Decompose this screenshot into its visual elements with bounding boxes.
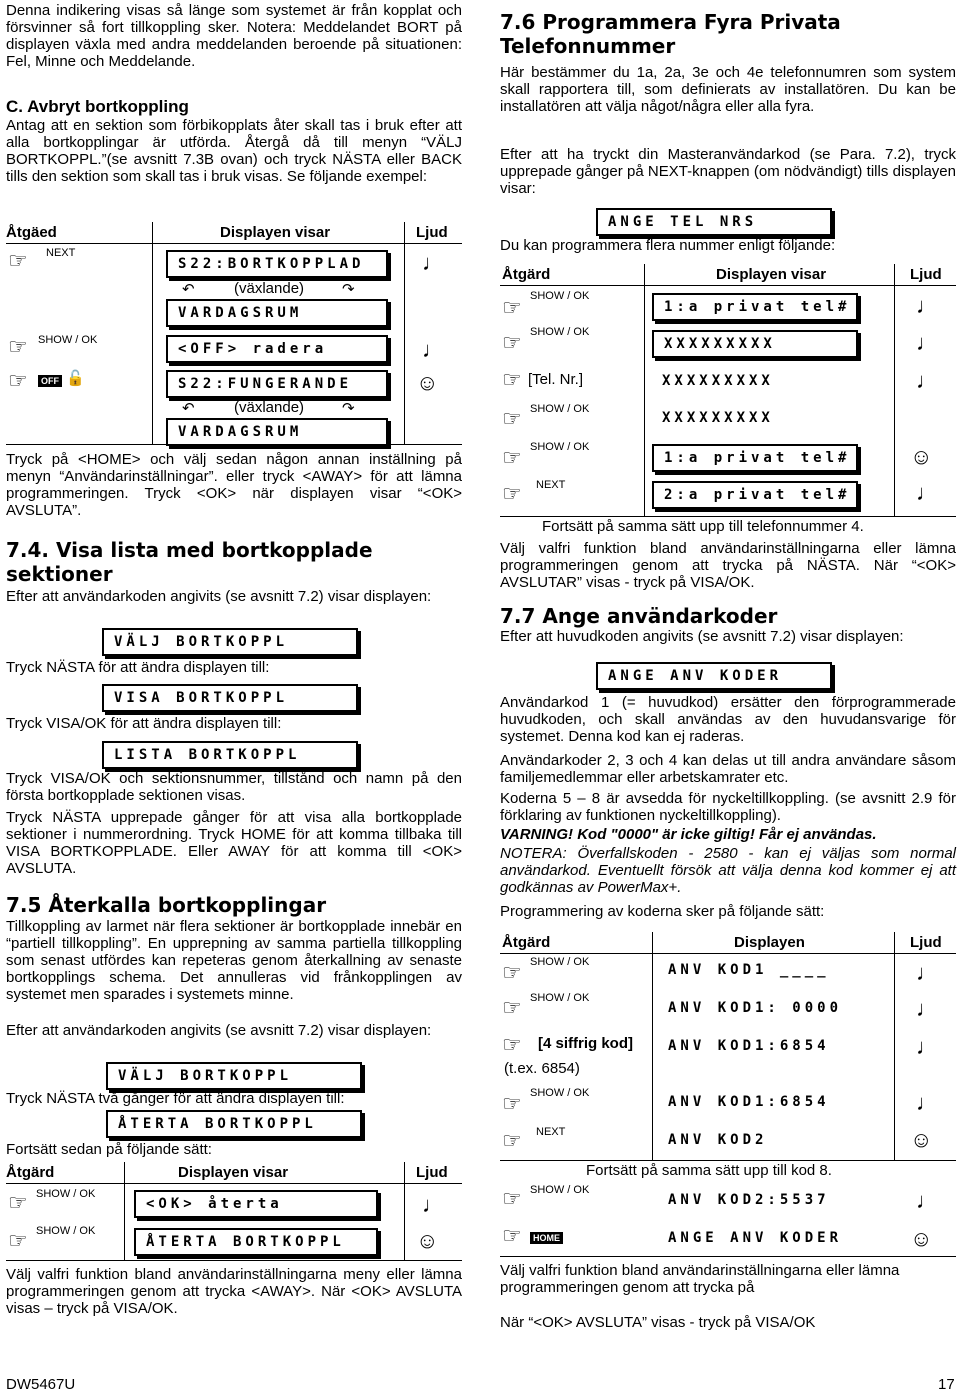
beep-note-icon: ♩ (916, 1034, 938, 1059)
hand-pointer-icon: ☞ (502, 960, 522, 985)
header-display: Displayen (734, 934, 805, 951)
section-77-warning: VARNING! Kod "0000" är icke giltig! Får ej användas. (500, 826, 877, 843)
header-display: Displayen visar (178, 1164, 289, 1181)
lcd-display: VARDAGSRUM (166, 299, 388, 327)
hand-pointer-icon: ☞ (8, 368, 28, 393)
section-74-p3: Tryck VISA/OK för att ändra displayen till: (6, 715, 282, 732)
beep-note-icon: ♩ (916, 996, 938, 1021)
header-display: Displayen visar (716, 266, 827, 283)
table2-divider (124, 1162, 125, 1260)
section-76-p2: Efter att ha tryckt din Masteranvändarkod (se Para. 7.2), tryck upprepade gånger på NEXT-knappen (om nödvändigt) tills displayen visar: (500, 146, 956, 197)
show-ok-key-label[interactable]: SHOW / OK (36, 1225, 96, 1237)
next-key-label[interactable]: NEXT (46, 247, 76, 259)
hand-pointer-icon: ☞ (502, 995, 522, 1020)
hand-pointer-icon: ☞ (502, 1223, 522, 1248)
hand-pointer-icon: ☞ (502, 481, 522, 506)
show-ok-key-label[interactable]: SHOW / OK (530, 441, 590, 453)
alternating-label: (växlande) (234, 399, 305, 416)
beep-note-icon: ♩ (916, 480, 938, 505)
lcd-display: VARDAGSRUM (166, 418, 388, 446)
code-example: (t.ex. 6854) (504, 1060, 580, 1077)
lcd-display: <OFF> radera (166, 335, 388, 363)
lcd-display: ANGE TEL NRS (596, 208, 832, 236)
section-77-p2: Användarkod 1 (= huvudkod) ersätter den förprogrammerade huvudkoden, och skall användas av den huvudansvarige för systemet. Denna kod kan ej raderas. (500, 694, 956, 745)
header-sound: Ljud (416, 1164, 448, 1181)
beep-note-icon: ♩ (916, 293, 938, 318)
hand-pointer-icon: ☞ (502, 1128, 522, 1153)
smiley-icon: ☺ (416, 370, 439, 395)
show-ok-key-label[interactable]: SHOW / OK (530, 956, 590, 968)
hand-pointer-icon: ☞ (502, 295, 522, 320)
intro-paragraph: Denna indikering visas så länge som systemet är från kopplat och försvinner så fort tillkoppling sker. Notera: Meddelandet BORT på displayen växla med andra meddelanden beroende på situationen: Fel, Minne och Meddelande. (6, 2, 462, 70)
header-sound: Ljud (910, 266, 942, 283)
show-ok-key-label[interactable]: SHOW / OK (530, 1087, 590, 1099)
alternating-arrow-icon: ↶ (182, 400, 195, 417)
lcd-display: XXXXXXXXX (652, 406, 858, 434)
show-ok-key-label[interactable]: SHOW / OK (38, 334, 98, 346)
alternating-label: (växlande) (234, 280, 305, 297)
alternating-arrow-icon: ↷ (342, 400, 355, 417)
table2-bottom-line (6, 1260, 462, 1261)
section-77-p1: Efter att huvudkoden angivits (se avsnitt 7.2) visar displayen: (500, 628, 904, 645)
lcd-display: <OK> återta (134, 1190, 378, 1218)
hand-pointer-icon: ☞ (8, 1228, 28, 1253)
next-key-label[interactable]: NEXT (536, 479, 566, 491)
hand-pointer-icon: ☞ (8, 248, 28, 273)
beep-note-icon: ♩ (916, 1188, 938, 1213)
hand-pointer-icon: ☞ (502, 330, 522, 355)
hand-pointer-icon: ☞ (502, 1032, 522, 1057)
show-ok-key-label[interactable]: SHOW / OK (530, 326, 590, 338)
smiley-icon: ☺ (416, 1228, 439, 1253)
show-ok-key-label[interactable]: SHOW / OK (530, 290, 590, 302)
hand-pointer-icon: ☞ (502, 406, 522, 431)
section-77-p4: Koderna 5 – 8 är avsedda för nyckeltillkoppling. (se avsnitt 2.9 för förklaring av funktionen nyckeltillkoppling). (500, 790, 956, 824)
after-table1-text: Tryck på <HOME> och välj sedan någon annan inställning på menyn “Användarinställningar”. eller tryck <AWAY> för att lämna programmeringen. Tryck <OK> när displayen visar “<OK> AVSLUTA”. (6, 451, 462, 519)
section-c-title: C. Avbryt bortkoppling (6, 97, 189, 116)
smiley-icon: ☺ (910, 444, 933, 469)
table1-divider (404, 222, 405, 444)
after-table2-text: Välj valfri funktion bland användarinställningarna meny eller lämna programmeringen genom att trycka <AWAY>. När <OK> AVSLUTA visas – tryck på VISA/OK. (6, 1266, 462, 1317)
section-74-p5: Tryck NÄSTA upprepade gånger för att visa alla bortkopplade sektioner i nummerordning. Tryck HOME för att komma tillbaka till VISA BORTKOPPLADE. Eller AWAY för att komma till <OK> AVSLUTA. (6, 809, 462, 877)
lcd-display: S22:FUNGERANDE (166, 370, 388, 398)
doc-id: DW5467U (6, 1376, 76, 1393)
table3-header (500, 264, 956, 286)
home-key-icon[interactable]: HOME (530, 1228, 563, 1245)
after-table4-text: Välj valfri funktion bland användarinställningarna eller lämna programmeringen genom att trycka på (500, 1262, 900, 1296)
section-74-p1: Efter att användarkoden angivits (se avsnitt 7.2) visar displayen: (6, 588, 432, 605)
final-text: När “<OK> AVSLUTA” visas - tryck på VISA/OK (500, 1314, 816, 1331)
header-action: Åtgärd (502, 266, 551, 283)
section-77-p7: Programmering av koderna sker på följande sätt: (500, 903, 825, 920)
off-key-icon[interactable]: OFF (38, 371, 62, 388)
header-sound: Ljud (910, 934, 942, 951)
show-ok-key-label[interactable]: SHOW / OK (530, 403, 590, 415)
lcd-display: XXXXXXXXX (652, 369, 858, 397)
header-action: Åtgärd (6, 1164, 55, 1181)
lcd-display: ANV KOD1:6854 (658, 1090, 868, 1118)
beep-note-icon: ♩ (422, 337, 444, 362)
section-74-p2: Tryck NÄSTA för att ändra displayen till: (6, 659, 270, 676)
hand-pointer-icon: ☞ (8, 1190, 28, 1215)
lcd-display: ANGE ANV KODER (658, 1226, 868, 1254)
table4-header (500, 932, 956, 954)
lcd-display: LISTA BORTKOPPL (102, 741, 358, 769)
table3-divider (894, 264, 895, 516)
show-ok-key-label[interactable]: SHOW / OK (36, 1188, 96, 1200)
lcd-display: 2:a privat tel# (652, 481, 858, 509)
table3-footer: Fortsätt på samma sätt upp till telefonnummer 4. (542, 518, 864, 535)
after-table3-text: Välj valfri funktion bland användarinställningarna eller lämna programmeringen genom att trycka på NÄSTA. När “<OK> AVSLUTAR” visas - tryck på VISA/OK. (500, 540, 956, 591)
hand-pointer-icon: ☞ (502, 1186, 522, 1211)
table1-bottom-line (6, 444, 462, 445)
table4-bottom-line (500, 1256, 956, 1257)
hand-pointer-icon: ☞ (502, 1091, 522, 1116)
smiley-icon: ☺ (910, 1226, 933, 1251)
section-77-note: NOTERA: Överfallskoden - 2580 - kan ej väljas som normal användarkod. Eventuellt försök att välja denna kod kommer ej att godkännas av PowerMax+. (500, 845, 956, 896)
section-75-p3: Tryck NÄSTA två gånger för att ändra displayen till: (6, 1090, 345, 1107)
beep-note-icon: ♩ (916, 368, 938, 393)
hand-pointer-icon: ☞ (502, 367, 522, 392)
lcd-display: VÄLJ BORTKOPPL (106, 1062, 362, 1090)
section-c-text: Antag att en sektion som förbikopplats åter skall tas i bruk efter att alla bortkopplingar är utförda. Återgå då till menyn “VÄLJ BORTKOPPL.”(se avsnitt 7.3B ovan) och tryck NÄSTA eller BACK tills den sektion som skall tas i bruk visas. Se följande exempel: (6, 117, 462, 185)
alternating-arrow-icon: ↷ (342, 281, 355, 298)
section-74-p4: Tryck VISA/OK och sektionsnummer, tillstånd och namn på den första bortkopplade sektionen visas. (6, 770, 462, 804)
table3-bottom-line (500, 516, 956, 517)
next-key-label[interactable]: NEXT (536, 1126, 566, 1138)
table4-divider (894, 932, 895, 1160)
lcd-display: ANV KOD2:5537 (658, 1188, 868, 1216)
header-action: Åtgärd (502, 934, 551, 951)
unlock-icon: 🔓 (66, 370, 85, 387)
section-74-title: 7.4. Visa lista med bortkopplade sektioner (6, 538, 373, 586)
section-76-p3: Du kan programmera flera nummer enligt följande: (500, 237, 836, 254)
tel-nr-label[interactable]: [Tel. Nr.] (528, 371, 584, 388)
lcd-display: ANGE ANV KODER (596, 662, 832, 690)
header-sound: Ljud (416, 224, 448, 241)
smiley-icon: ☺ (910, 1127, 933, 1152)
table3-divider (644, 264, 645, 516)
alternating-arrow-icon: ↶ (182, 281, 195, 298)
section-76-title: 7.6 Programmera Fyra Privata Telefonnummer (500, 10, 841, 58)
hand-pointer-icon: ☞ (502, 445, 522, 470)
table4-mid-line (500, 1160, 956, 1161)
lcd-display: ANV KOD1:6854 (658, 1034, 868, 1062)
lcd-display: ÅTERTA BORTKOPPL (134, 1228, 378, 1256)
lcd-display: XXXXXXXXX (652, 330, 858, 358)
header-display: Displayen visar (220, 224, 331, 241)
beep-note-icon: ♩ (916, 330, 938, 355)
lcd-display: S22:BORTKOPPLAD (166, 250, 388, 278)
lcd-display: 1:a privat tel# (652, 444, 858, 472)
table2-header (6, 1162, 462, 1184)
section-76-p1: Här bestämmer du 1a, 2a, 3e och 4e telefonnumren som system skall rapportera till, som definierats av installatören. Du kan be installatören att välja något/några eller alla fyra. (500, 64, 956, 115)
beep-note-icon: ♩ (422, 250, 444, 275)
lcd-display: VÄLJ BORTKOPPL (102, 628, 358, 656)
show-ok-key-label[interactable]: SHOW / OK (530, 1184, 590, 1196)
table4-divider (652, 932, 653, 1160)
show-ok-key-label[interactable]: SHOW / OK (530, 992, 590, 1004)
table1-header (6, 222, 462, 244)
section-77-title: 7.7 Ange användarkoder (500, 604, 778, 628)
section-75-p4: Fortsätt sedan på följande sätt: (6, 1141, 212, 1158)
hand-pointer-icon: ☞ (8, 334, 28, 359)
page-number: 17 (938, 1376, 955, 1393)
lcd-display: VISA BORTKOPPL (102, 684, 358, 712)
section-75-title: 7.5 Återkalla bortkopplingar (6, 893, 327, 917)
header-action: Åtgäed (6, 224, 57, 241)
section-75-p1: Tillkoppling av larmet när flera sektioner är bortkopplade innebär en “partiell tillkoppling”. En upprepning av samma partiella tillkoppling som senast utfördes kan repeteras genom återkallning av senaste bortkopplings schema. Det annulleras vid frånkopplingen av systemet men sparades i systemets minne. (6, 918, 462, 1003)
table1-divider (152, 222, 153, 444)
section-77-p3: Användarkoder 2, 3 och 4 kan delas ut till andra användare såsom familjemedlemmar eller arbetskamrater etc. (500, 752, 956, 786)
lcd-display: ANV KOD2 (658, 1128, 868, 1156)
beep-note-icon: ♩ (916, 960, 938, 985)
beep-note-icon: ♩ (422, 1192, 444, 1217)
table4-footer: Fortsätt på samma sätt upp till kod 8. (586, 1162, 832, 1179)
lcd-display: ANV KOD1 ____ (658, 958, 868, 986)
lcd-display: ÅTERTA BORTKOPPL (106, 1110, 362, 1138)
table2-divider (404, 1162, 405, 1260)
beep-note-icon: ♩ (916, 1090, 938, 1115)
section-75-p2: Efter att användarkoden angivits (se avsnitt 7.2) visar displayen: (6, 1022, 432, 1039)
lcd-display: 1:a privat tel# (652, 293, 858, 321)
lcd-display: ANV KOD1: 0000 (658, 996, 868, 1024)
code-entry-label[interactable]: [4 siffrig kod] (538, 1035, 634, 1052)
